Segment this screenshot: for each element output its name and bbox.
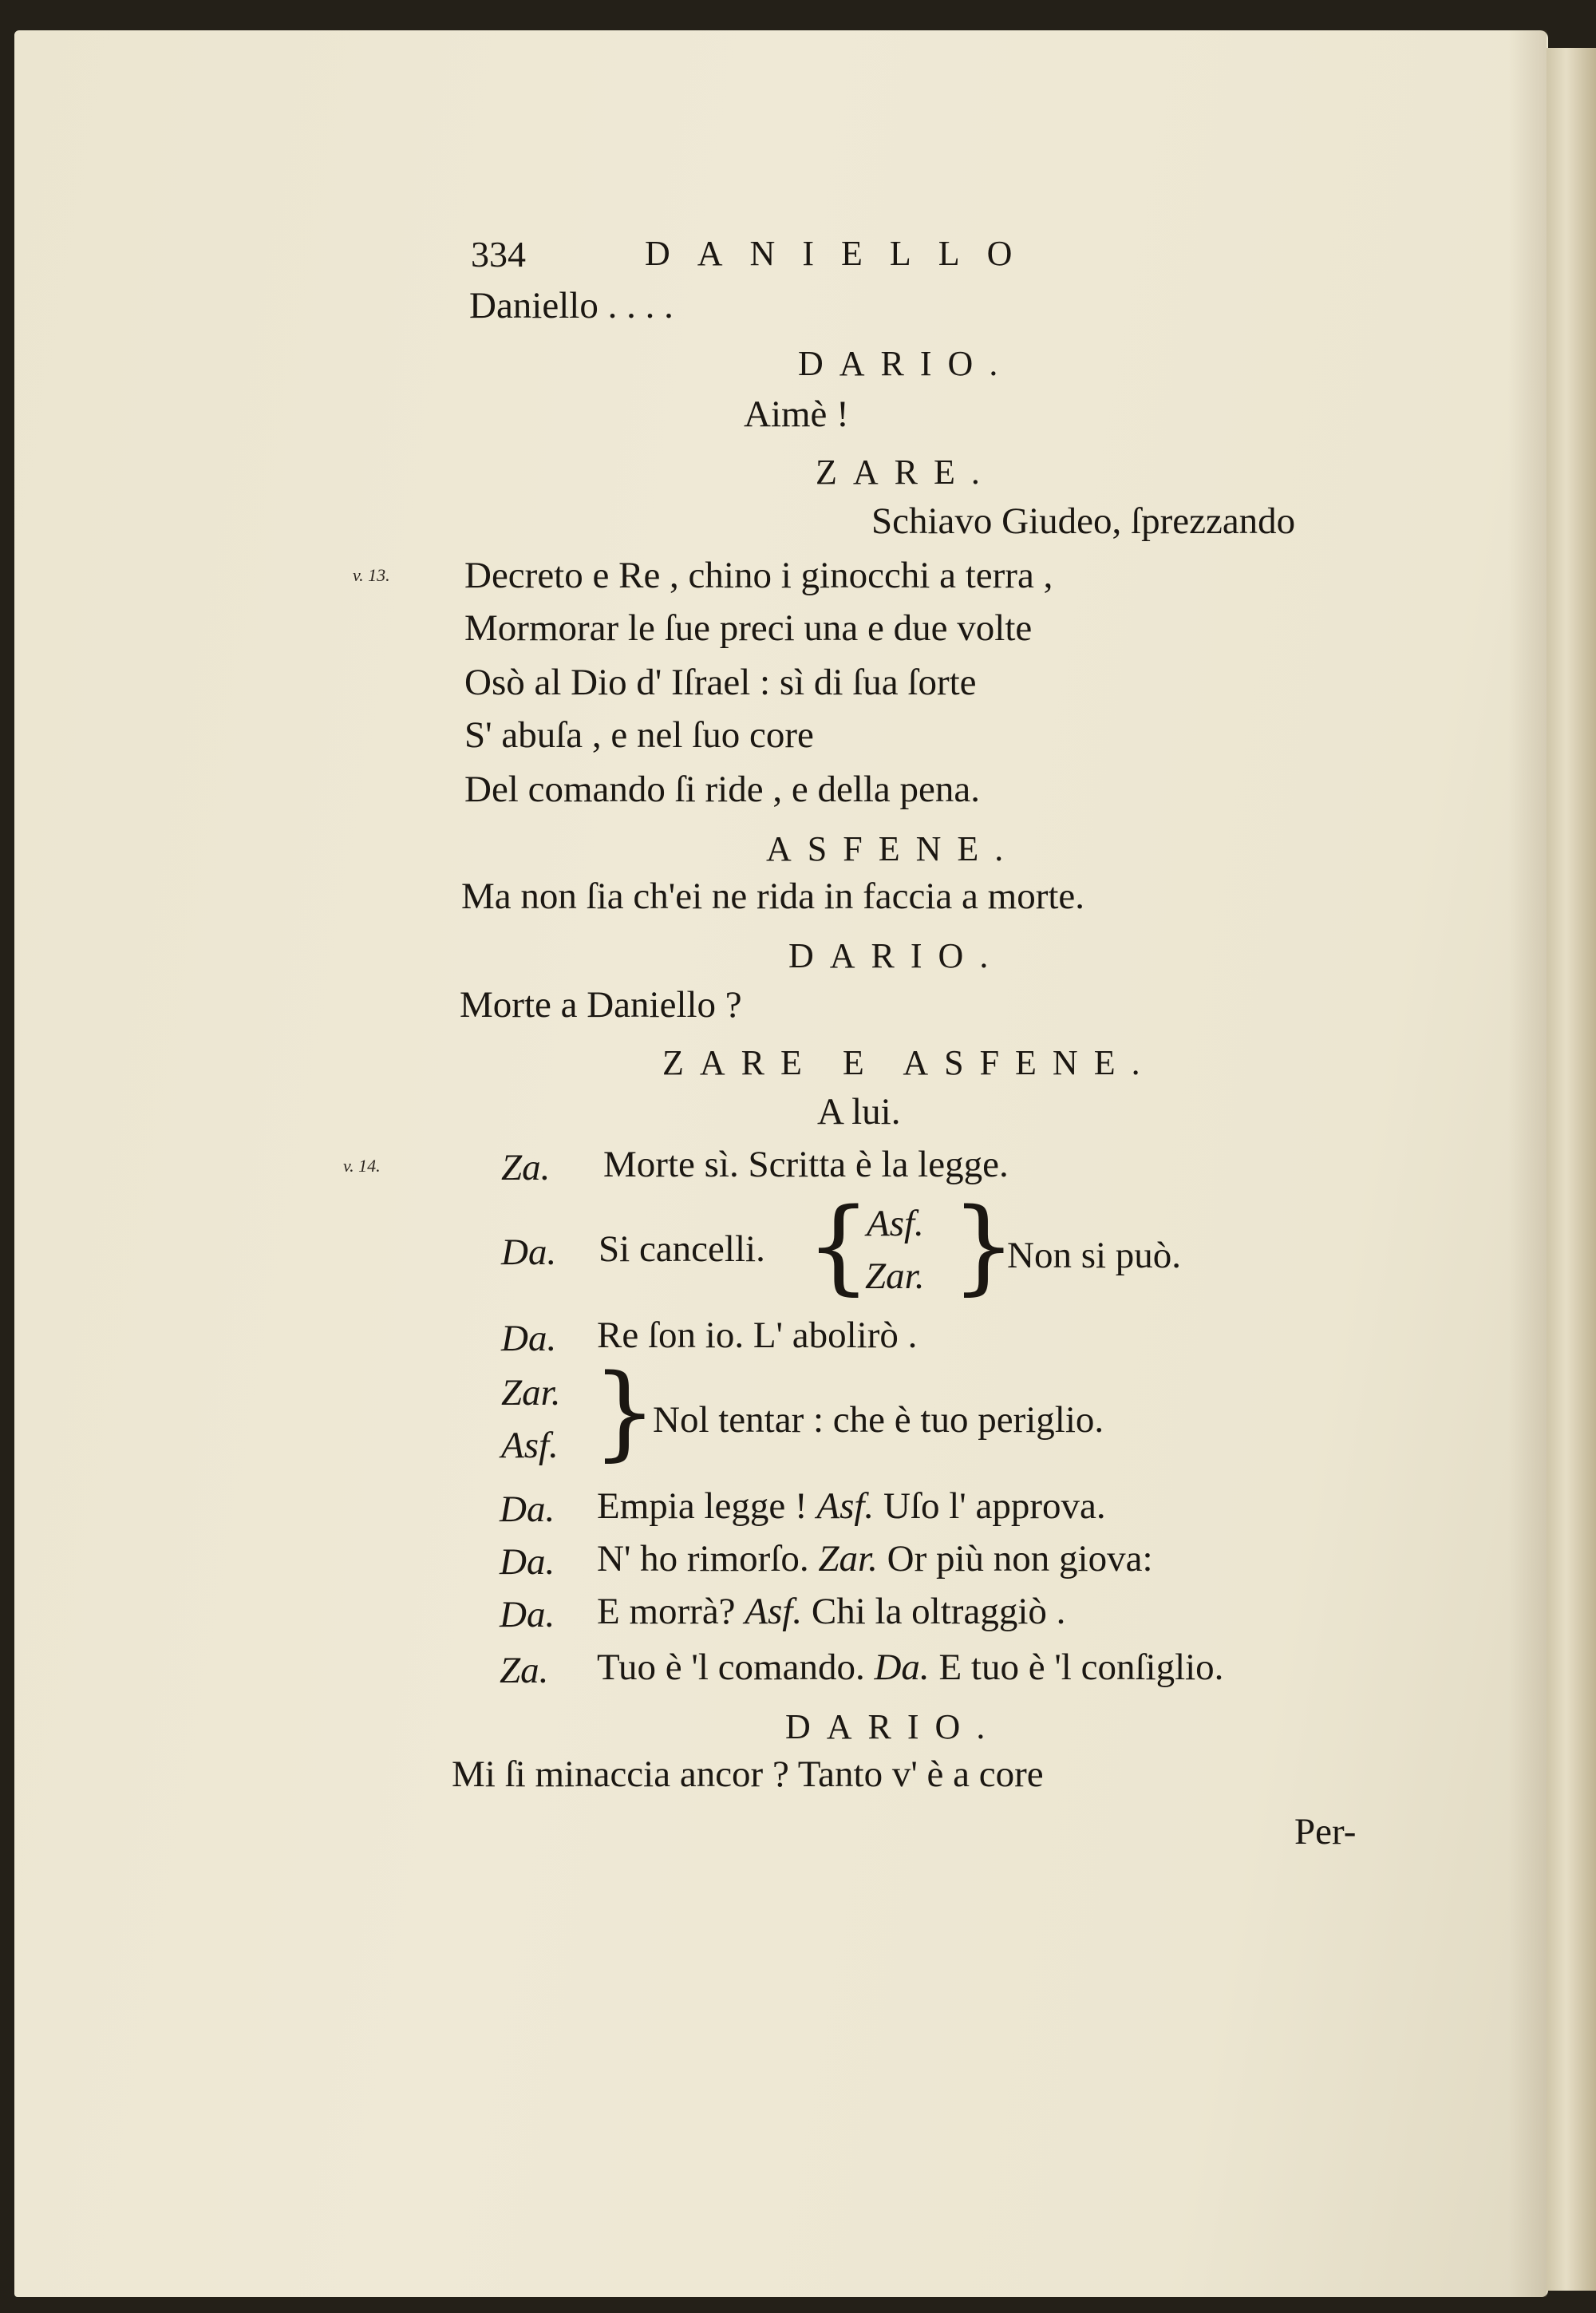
- dialogue-text: Non si può.: [1007, 1235, 1182, 1276]
- page-number: 334: [471, 234, 526, 275]
- verse-line: Ma non ſia ch'ei ne rida in faccia a morte.: [461, 876, 1085, 917]
- verse-line: Mormorar le ſue preci una e due volte: [464, 607, 1033, 649]
- dialogue-text: Nol tentar : che è tuo periglio.: [653, 1399, 1104, 1441]
- running-title: DANIELLO: [645, 234, 1040, 273]
- verse-line: Decreto e Re , chino i ginocchi a terra ,: [464, 555, 1053, 596]
- speaker-abbrev: Za.: [501, 1147, 551, 1188]
- dialogue-text: Tuo è 'l comando. Da. E tuo è 'l conſiglio.: [597, 1647, 1224, 1688]
- margin-note: v. 14.: [343, 1156, 381, 1176]
- speaker-abbrev: Asf.: [501, 1425, 559, 1466]
- catchword: Per-: [1294, 1811, 1357, 1852]
- speaker-heading: DARIO.: [788, 936, 1005, 975]
- speaker-abbrev: Asf.: [867, 1203, 924, 1244]
- speaker-abbrev: Da.: [501, 1232, 557, 1273]
- dialogue-text: N' ho rimorſo. Zar. Or più non giova:: [597, 1538, 1153, 1580]
- speaker-abbrev: Da.: [500, 1489, 555, 1530]
- verse-line: Daniello . . . .: [469, 285, 674, 326]
- dialogue-text: Re ſon io. L' abolirò .: [597, 1315, 918, 1356]
- speaker-heading: ZARE.: [816, 453, 996, 492]
- page-stack-edge: [1547, 48, 1596, 2291]
- margin-note: v. 13.: [353, 565, 390, 585]
- speaker-heading: ASFENE.: [766, 829, 1020, 868]
- dialogue-text: E morrà? Asf. Chi la oltraggiò .: [597, 1591, 1066, 1632]
- speaker-abbrev: Da.: [500, 1594, 555, 1635]
- right-brace: }: [592, 1353, 658, 1472]
- speaker-abbrev: Za.: [500, 1650, 549, 1691]
- verse-line: Schiavo Giudeo, ſprezzando: [871, 500, 1296, 542]
- left-brace: {: [806, 1187, 871, 1306]
- verse-line: Osò al Dio d' Iſrael : sì di ſua ſorte: [464, 662, 977, 703]
- verse-line: S' abuſa , e nel ſuo core: [464, 714, 814, 756]
- verse-line: Mi ſi minaccia ancor ? Tanto v' è a core: [452, 1754, 1044, 1795]
- dialogue-text: Morte sì. Scritta è la legge.: [603, 1144, 1009, 1185]
- verse-line: Del comando ſi ride , e della pena.: [464, 769, 980, 810]
- verse-line: Aimè !: [744, 393, 849, 435]
- speaker-heading: ZARE E ASFENE.: [662, 1043, 1156, 1082]
- speaker-heading: DARIO.: [785, 1707, 1001, 1746]
- verse-line: A lui.: [817, 1091, 901, 1133]
- speaker-abbrev: Da.: [500, 1541, 555, 1583]
- page-gutter-shadow: [1508, 30, 1547, 2297]
- speaker-abbrev: Zar.: [865, 1255, 925, 1297]
- speaker-heading: DARIO.: [798, 344, 1014, 383]
- speaker-abbrev: Zar.: [501, 1372, 561, 1414]
- speaker-abbrev: Da.: [501, 1318, 557, 1359]
- dialogue-text: Si cancelli.: [598, 1228, 765, 1270]
- right-brace: }: [951, 1187, 1017, 1306]
- dialogue-text: Empia legge ! Asf. Uſo l' approva.: [597, 1485, 1106, 1527]
- verse-line: Morte a Daniello ?: [460, 984, 742, 1026]
